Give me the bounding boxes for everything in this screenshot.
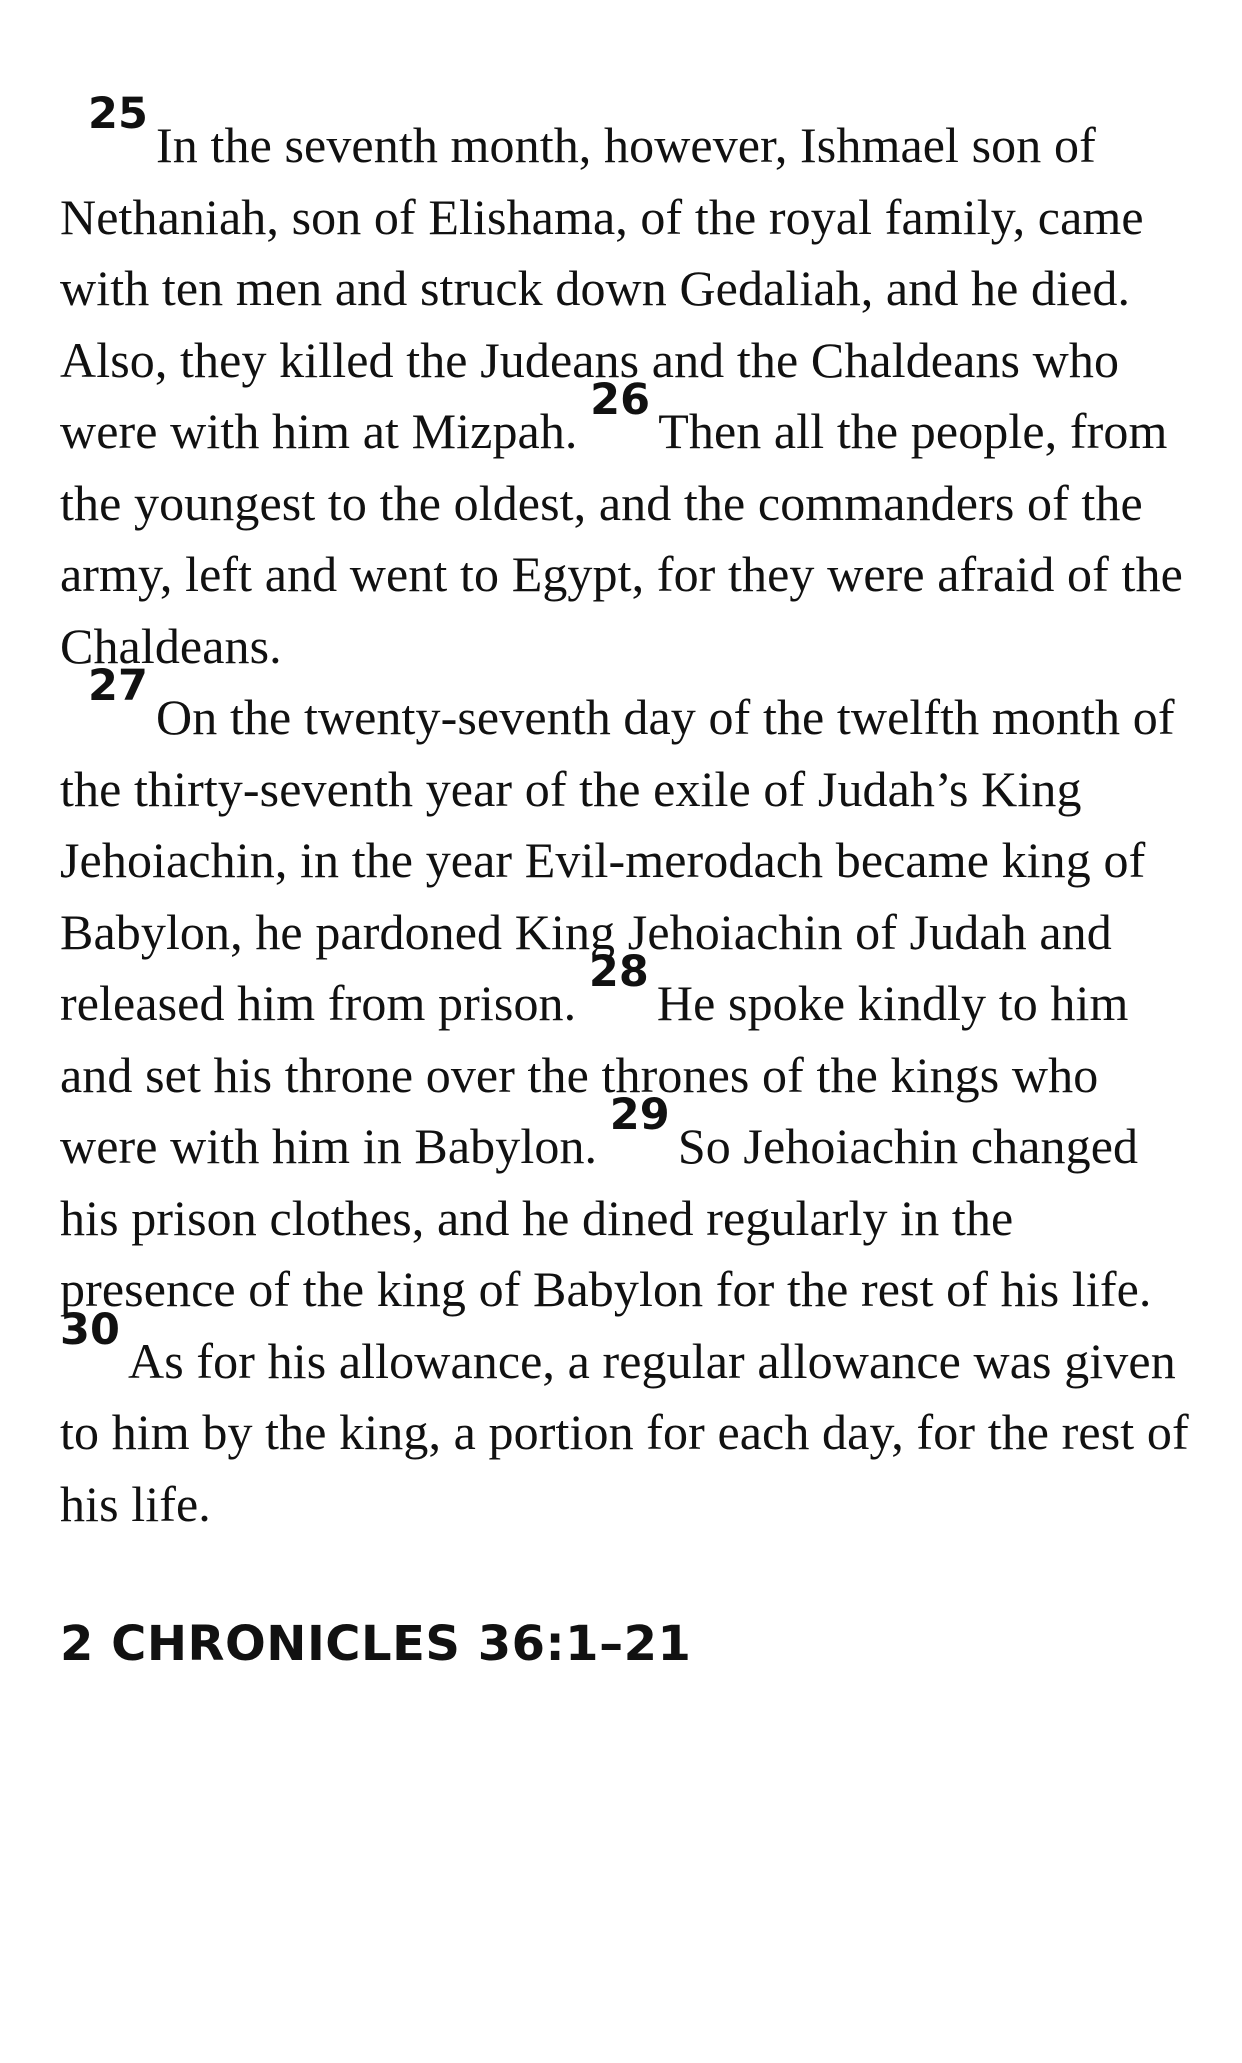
verse-text: On the twenty-seventh day of the twelfth month of the thirty-seventh year of the exile of Judah’s King Jehoiachin, in the year Evil-merodach became king of Babylon, he pardoned King Jehoiachin of Judah and released him from prison.: [60, 689, 1175, 1031]
verse-number: 30: [60, 1304, 121, 1355]
verse-text: Then all the people, from the youngest to the oldest, and the commanders of the army, left and went to Egypt, for they were afraid of the Chaldeans.: [60, 403, 1183, 674]
verse-number: 28: [588, 947, 649, 998]
verse-text: As for his allowance, a regular allowance was given to him by the king, a portion for each day, for the rest of his life.: [60, 1332, 1189, 1532]
passage-paragraph: [60, 661, 1190, 1540]
verse-text: So Jehoiachin changed his prison clothes, and he dined regularly in the presence of the king of Babylon for the rest of his life.: [60, 1118, 1152, 1317]
verse-number: 25: [88, 89, 149, 140]
verse-number: 27: [88, 661, 149, 712]
verse-text: He spoke kindly to him and set his throne over the thrones of the kings who were with him in Babylon.: [60, 975, 1129, 1174]
verse-number: 29: [609, 1090, 670, 1141]
section-heading: 2 CHRONICLES 36:1–21: [60, 1616, 692, 1672]
reading-page: [60, 89, 1190, 1674]
verse-text: In the seventh month, however, Ishmael son of Nethaniah, son of Elishama, of the royal family, came with ten men and struck down Gedaliah, and he died. Also, they killed the Judeans and the Chaldeans who were with him at Mizpah.: [60, 117, 1144, 459]
passage-paragraph: [60, 89, 1190, 682]
verse-number: 26: [590, 375, 651, 426]
